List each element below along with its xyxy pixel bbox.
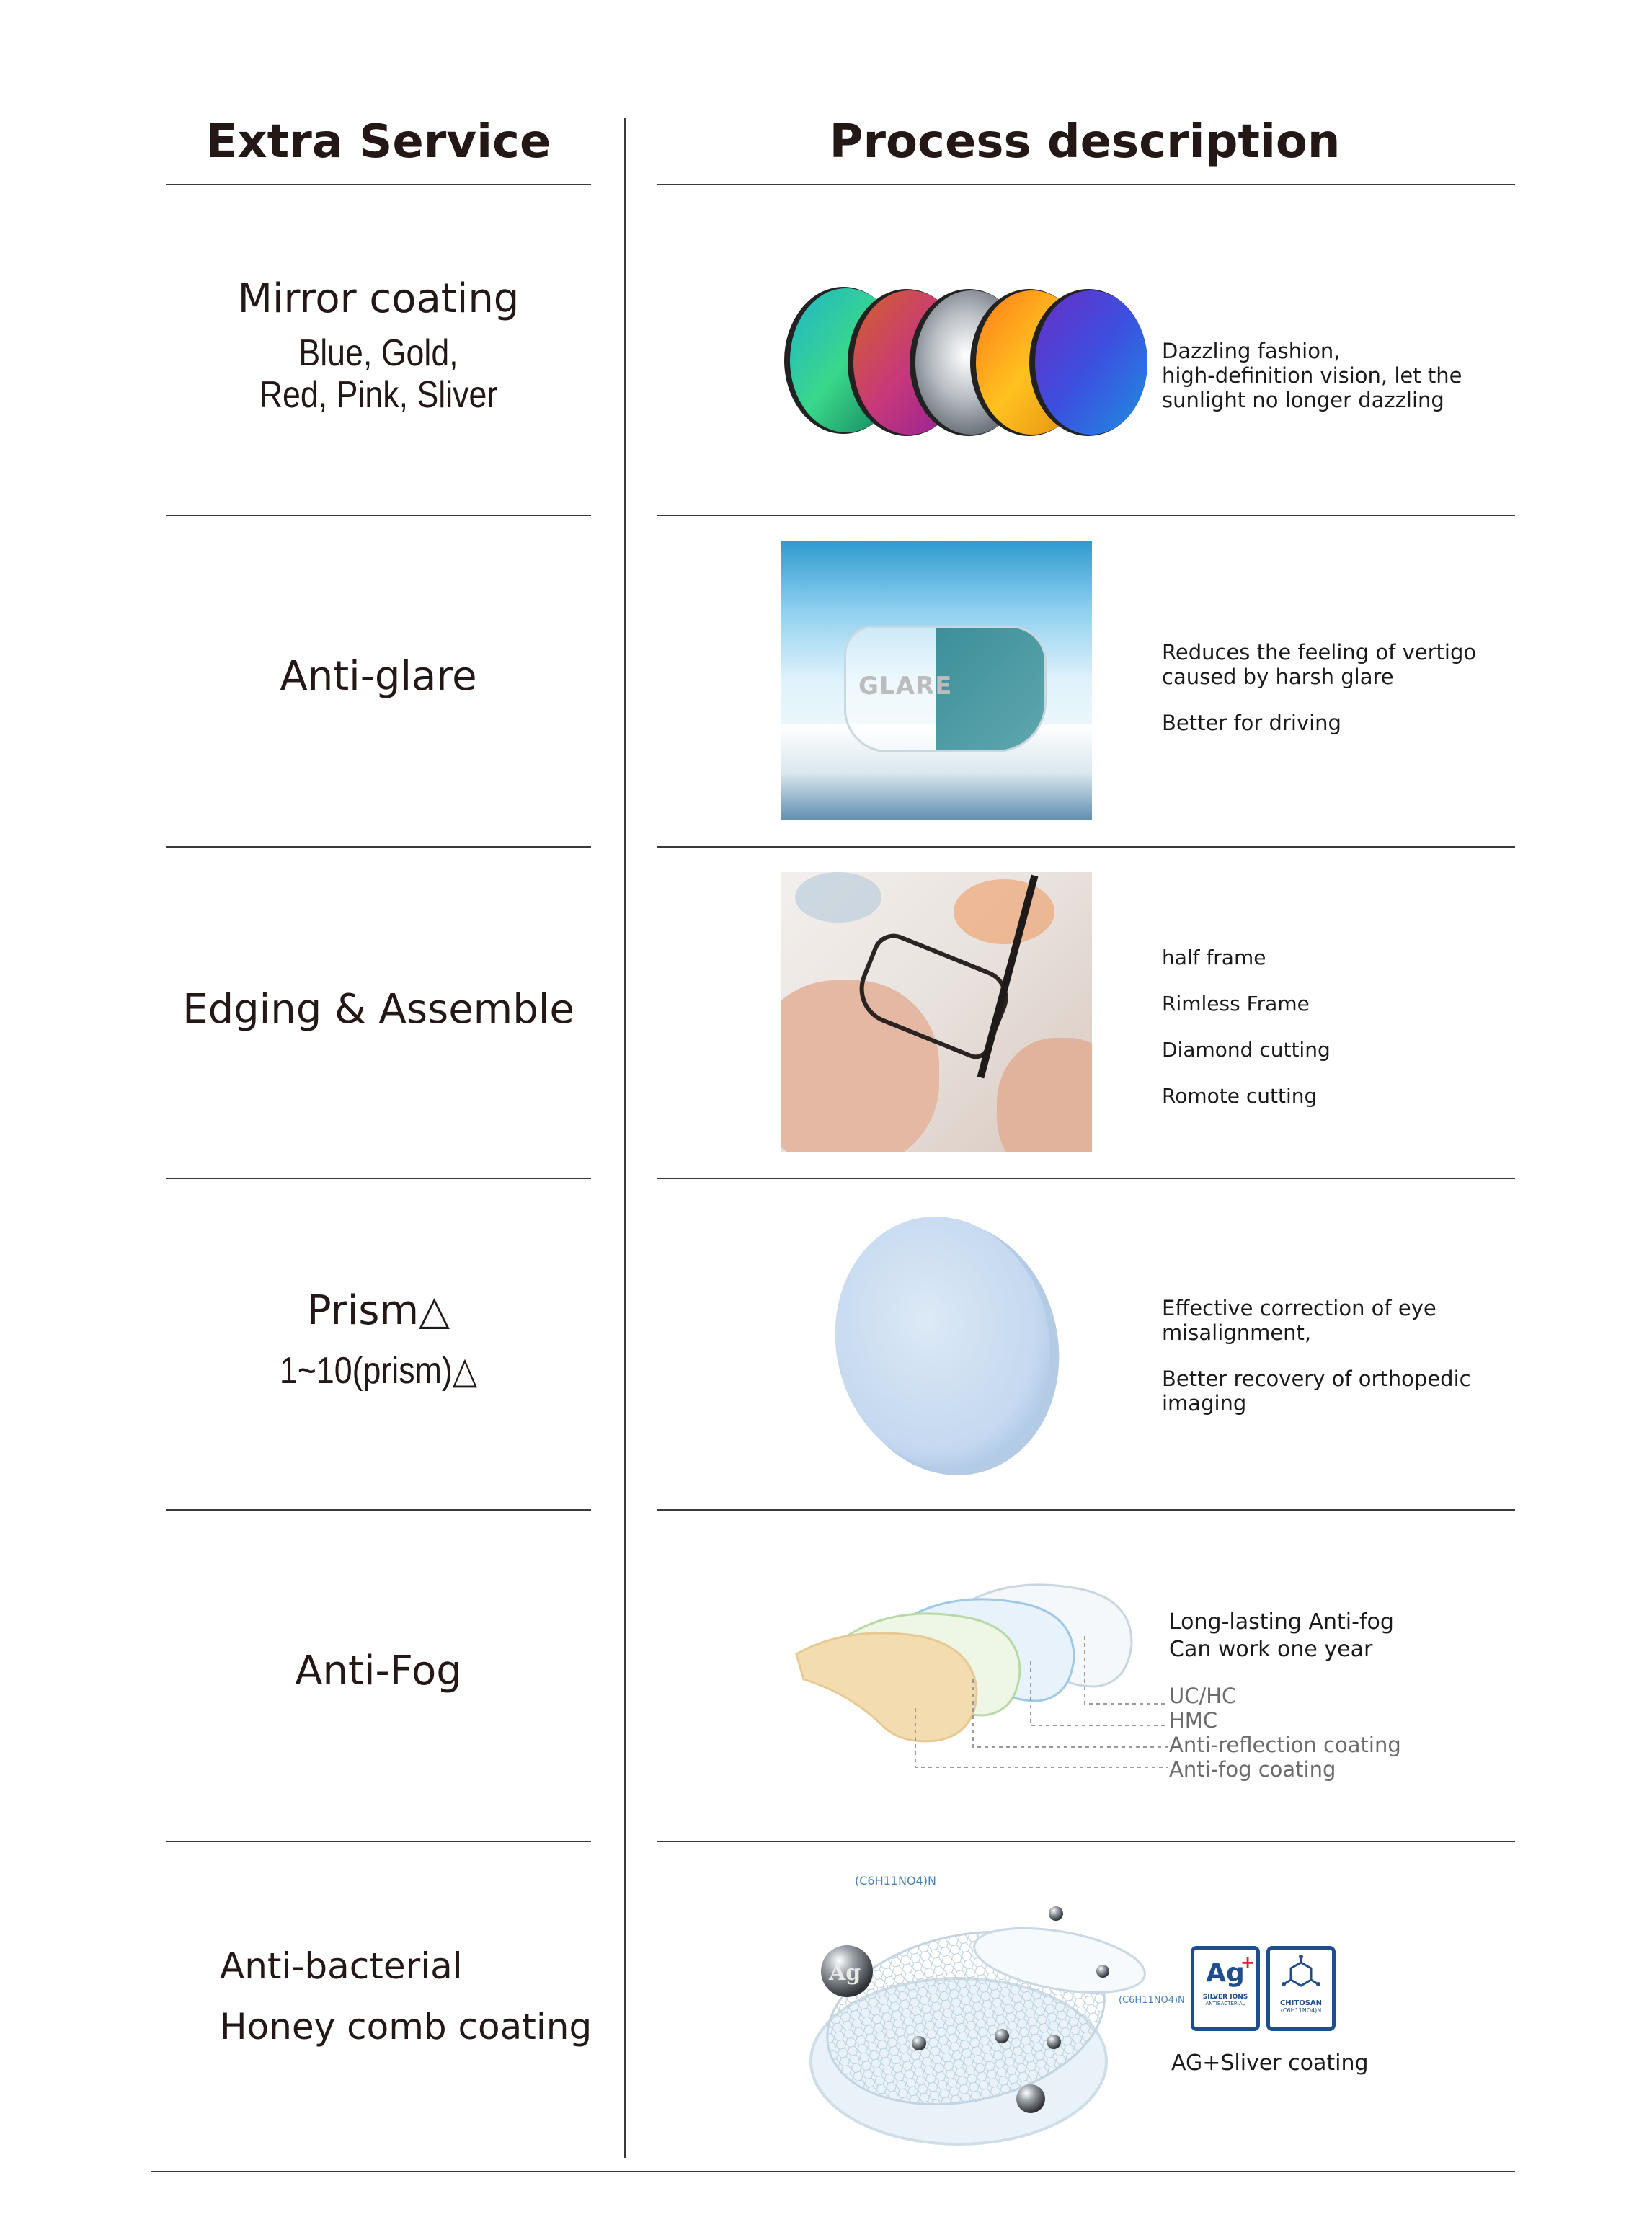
edging-description: [1162, 946, 1331, 1108]
chitosan-line1: CHITOSAN: [1279, 1999, 1323, 2007]
rule-right-2: [657, 846, 1515, 848]
molecule-icon: [1279, 1955, 1323, 1996]
description-line: Long-lasting Anti-fog: [1169, 1609, 1394, 1635]
ag-ion: [1096, 1965, 1109, 1978]
silver-ions-symbol: Ag: [1206, 1958, 1245, 1988]
mirror-lens-swatches: [778, 285, 1153, 443]
ag-ion-label: Ag: [829, 1960, 861, 1986]
layer-label: Anti-fog coating: [1169, 1757, 1336, 1782]
edging-photo: [781, 872, 1092, 1152]
rule-right-0: [657, 184, 1515, 185]
service-title: Prism△: [306, 1287, 450, 1334]
rule-right-1: [657, 515, 1515, 516]
lens-swatch-blue: [1029, 289, 1147, 436]
rule-left-0: [166, 184, 591, 185]
anti-fog-description: [1169, 1609, 1401, 1782]
rule-left-1: [166, 515, 591, 516]
mirror-coating-description: [1162, 339, 1462, 412]
service-title: Anti-Fog: [295, 1648, 462, 1694]
service-anti-fog: [166, 1648, 591, 1694]
description-line: Rimless Frame: [1162, 992, 1310, 1016]
rule-left-4: [166, 1509, 591, 1511]
header-extra-service: Extra Service: [205, 115, 551, 169]
service-option-line: Red, Pink, Sliver: [259, 374, 498, 416]
description-line: imaging: [1162, 1391, 1247, 1416]
glare-label: GLARE: [858, 672, 953, 701]
chitosan-formula-small: (C6H11NO4)N: [1119, 1995, 1185, 2006]
ag-ion: [912, 2036, 926, 2050]
layer-label: Anti-reflection coating: [1169, 1733, 1401, 1757]
service-title: Honey comb coating: [220, 2006, 592, 2048]
description-line: Can work one year: [1169, 1637, 1373, 1662]
honeycomb-lens-diagram: [793, 1867, 1182, 2155]
anti-bacterial-description: [1171, 2051, 1369, 2076]
service-title: Mirror coating: [237, 275, 520, 322]
silver-ions-badge: [1191, 1946, 1260, 2031]
description-line: Romote cutting: [1162, 1084, 1318, 1108]
rule-right-3: [657, 1178, 1515, 1179]
description-line: misalignment,: [1162, 1320, 1312, 1345]
service-option-line: 1~10(prism)△: [279, 1350, 478, 1392]
header-process-description: Process description: [829, 115, 1341, 169]
photo-hand-right: [997, 1038, 1092, 1152]
ag-ion: [1049, 1906, 1063, 1921]
layer-label: HMC: [1169, 1708, 1218, 1733]
prism-lens: [822, 1207, 1067, 1481]
ag-ion: [995, 2029, 1009, 2043]
silver-ions-line2: ANTIBACTERIAL: [1205, 2001, 1245, 2007]
description-line: high-definition vision, let the: [1162, 363, 1462, 388]
service-prism: [166, 1287, 591, 1392]
description-line: half frame: [1162, 946, 1266, 969]
service-title: Anti-glare: [280, 653, 477, 700]
prism-description: [1162, 1296, 1471, 1416]
layer-label: UC/HC: [1169, 1684, 1237, 1708]
chitosan-badge: [1266, 1946, 1336, 2031]
anti-fog-layers-diagram: [793, 1564, 1168, 1780]
column-divider: [624, 118, 626, 2158]
rule-left-3: [166, 1178, 591, 1179]
service-option-line: Blue, Gold,: [298, 332, 458, 374]
layer-anti-fog: [796, 1633, 977, 1741]
chitosan-line2: (C6H11NO4)N: [1280, 2007, 1322, 2014]
description-line: Effective correction of eye: [1162, 1296, 1436, 1320]
rule-left-5: [166, 1841, 591, 1842]
plus-icon: +: [1240, 1952, 1256, 1973]
anti-glare-photo: [781, 541, 1092, 820]
description-line: caused by harsh glare: [1162, 665, 1394, 689]
rule-left-2: [166, 846, 591, 848]
rule-right-5: [657, 1841, 1515, 1842]
ag-ion: [1047, 2035, 1061, 2049]
photo-bokeh-blue: [795, 872, 881, 923]
chitosan-formula: (C6H11NO4)N: [855, 1874, 936, 1888]
description-line: sunlight no longer dazzling: [1162, 388, 1444, 412]
service-mirror-coating: [166, 275, 591, 416]
anti-glare-description: [1162, 640, 1476, 735]
description-line: Reduces the feeling of vertigo: [1162, 640, 1477, 665]
glare-lens-right: [936, 626, 1047, 752]
service-title: Anti-bacterial: [220, 1945, 463, 1987]
description-line: Better for driving: [1162, 711, 1341, 735]
service-title: Edging & Assemble: [182, 986, 574, 1033]
description-line: Dazzling fashion,: [1162, 339, 1341, 363]
rule-bottom: [151, 2171, 1515, 2172]
description-line: AG+Sliver coating: [1171, 2050, 1369, 2076]
ag-ion: [1016, 2084, 1045, 2113]
silver-ions-line1: SILVER IONS: [1202, 1994, 1248, 2001]
rule-right-4: [657, 1509, 1515, 1511]
service-edging-assemble: [166, 986, 591, 1033]
service-anti-glare: [166, 653, 591, 700]
description-line: Better recovery of orthopedic: [1162, 1366, 1471, 1391]
service-anti-bacterial: [220, 1936, 592, 2057]
description-line: Diamond cutting: [1162, 1038, 1331, 1062]
photo-bokeh-orange: [954, 879, 1054, 944]
